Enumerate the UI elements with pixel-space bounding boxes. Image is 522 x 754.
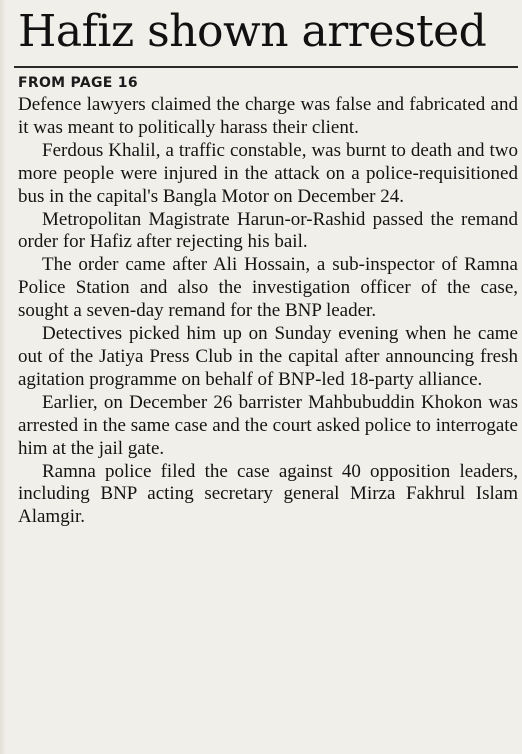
article-body (18, 94, 518, 529)
jump-label: FROM PAGE 16 (18, 75, 138, 91)
paragraph-5: Detectives picked him up on Sunday evening when he came out of the Jatiya Press Club in the capital after announcing fresh agitation programme on behalf of BNP-led 18-party alliance. (18, 323, 518, 390)
headline-rule (14, 66, 518, 68)
paragraph-4: The order came after Ali Hossain, a sub-inspector of Ramna Police Station and also the investigation officer of the case, sought a seven-day remand for the BNP leader. (18, 254, 518, 322)
next-headline-fragment (16, 738, 516, 754)
article-headline: Hafiz shown arrested (18, 6, 487, 57)
paragraph-1: Defence lawyers claimed the charge was false and fabricated and it was meant to politically harass their client. (18, 94, 518, 138)
paragraph-3: Metropolitan Magistrate Harun-or-Rashid passed the remand order for Hafiz after rejecting his bail. (18, 208, 518, 253)
next-headline-cropped (16, 738, 516, 754)
paragraph-2: Ferdous Khalil, a traffic constable, was burnt to death and two more people were injured in the attack on a police-requisitioned bus in the capital's Bangla Motor on December 24. (18, 139, 518, 207)
paragraph-6: Earlier, on December 26 barrister Mahbubuddin Khokon was arrested in the same case and the court asked police to interrogate him at the jail gate. (18, 391, 518, 459)
column-edge-shadow (0, 0, 6, 754)
paragraph-7: Ramna police filed the case against 40 opposition leaders, including BNP acting secretary general Mirza Fakhrul Islam Alamgir. (18, 460, 518, 528)
